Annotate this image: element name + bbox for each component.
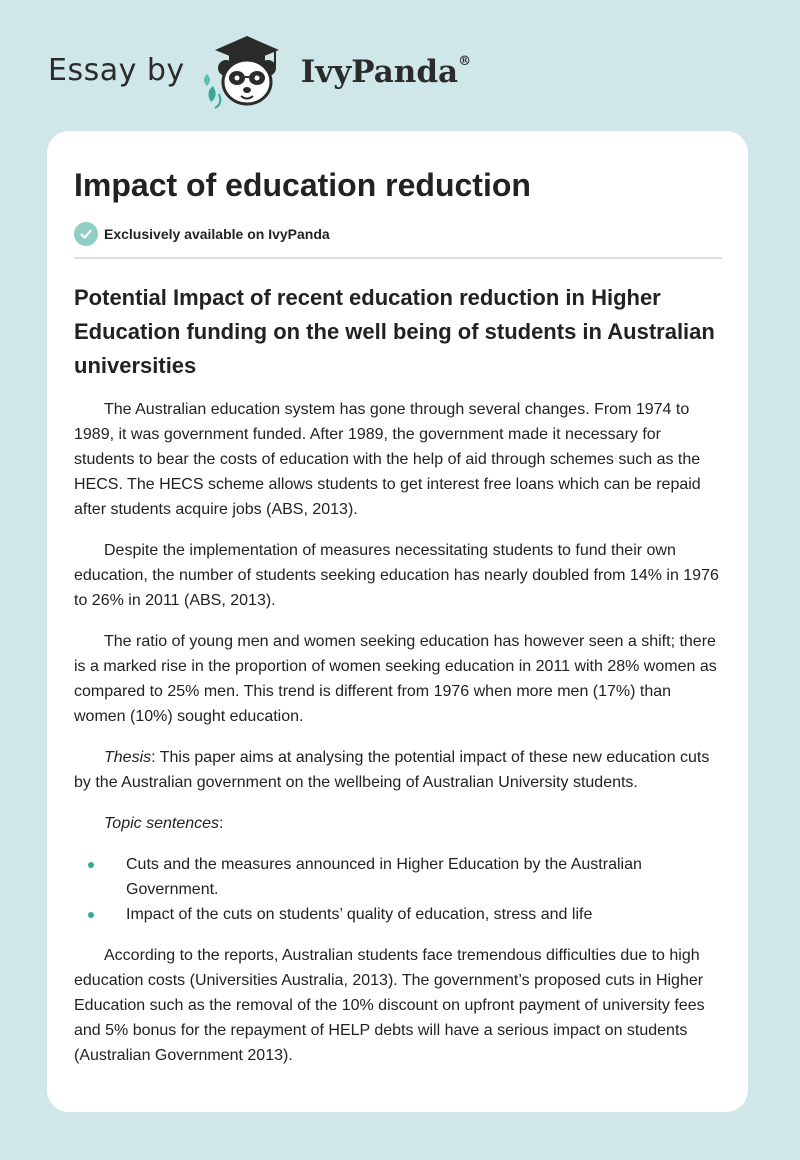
topic-list <box>74 852 722 927</box>
site-header <box>48 30 471 110</box>
divider <box>74 257 722 259</box>
topic-label: Topic sentences <box>104 815 220 832</box>
bullet-icon <box>88 862 94 868</box>
list-item <box>74 902 722 927</box>
essay-by-label: Essay by <box>48 52 185 88</box>
thesis-text: : This paper aims at analysing the potential impact of these new education cuts by the Australian government on the wellbeing of Australian University students. <box>74 749 710 791</box>
thesis-paragraph <box>74 745 722 795</box>
ivypanda-logo-icon[interactable] <box>199 30 295 110</box>
bullet-icon <box>88 912 94 918</box>
exclusive-badge <box>74 221 722 247</box>
check-icon <box>74 222 98 246</box>
brand-name[interactable] <box>301 54 471 90</box>
registered-mark: ® <box>458 53 472 69</box>
paragraph-3: The ratio of young men and women seeking education has however seen a shift; there is a marked rise in the proportion of women seeking education in 2011 with 28% women as compared to 25% men. This trend is different from 1976 when more men (17%) than women (10%) sought education. <box>74 633 717 725</box>
topic-colon: : <box>219 815 224 832</box>
paragraph-2: Despite the implementation of measures necessitating students to fund their own education, the number of students seeking education has nearly doubled from 14% in 1976 to 26% in 2011 (ABS, 2013). <box>74 542 719 609</box>
paragraph-1: The Australian education system has gone through several changes. From 1974 to 1989, it was government funded. After 1989, the government made it necessary for students to bear the costs of education with the help of aid through schemes such as the HECS. The HECS scheme allows students to get interest free loans which can be repaid after students acquire jobs (ABS, 2013). <box>74 401 701 518</box>
list-item-text: Cuts and the measures announced in Higher Education by the Australian Government. <box>126 856 642 898</box>
page-title: Impact of education reduction <box>74 167 531 203</box>
topic-sentences-heading <box>74 811 722 836</box>
brand-text: IvyPanda <box>300 54 459 90</box>
list-item-text: Impact of the cuts on students’ quality of education, stress and life <box>126 906 593 923</box>
paragraph-4: According to the reports, Australian students face tremendous difficulties due to high education costs (Universities Australia, 2013). The government’s proposed cuts in Higher Education such as the removal of the 10% discount on upfront payment of university fees and 5% bonus for the repayment of HELP debts will have a serious impact on students (Australian Government 2013). <box>74 947 705 1064</box>
thesis-label: Thesis <box>104 749 152 766</box>
exclusive-label: Exclusively available on IvyPanda <box>104 226 330 242</box>
list-item <box>74 852 722 902</box>
essay-card <box>47 131 748 1112</box>
essay-subtitle: Potential Impact of recent education reduction in Higher Education funding on the well being of students in Australian universities <box>74 285 715 378</box>
